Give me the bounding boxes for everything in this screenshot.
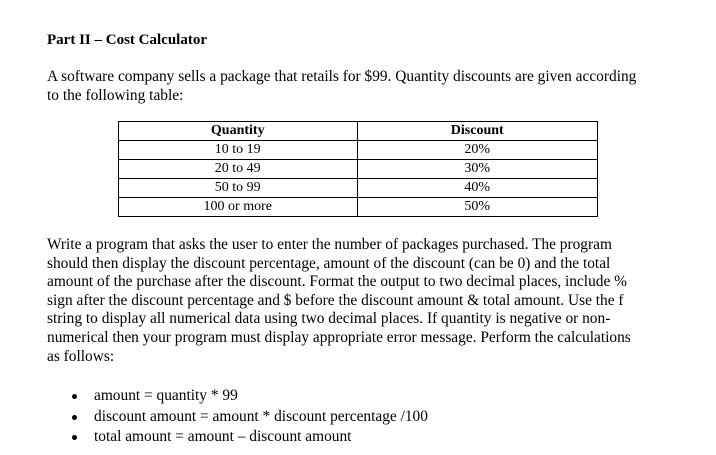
quantity-cell: 100 or more <box>119 198 358 217</box>
intro-line: to the following table: <box>47 86 184 104</box>
discount-cell: 40% <box>357 179 598 198</box>
section-heading: Part II – Cost Calculator <box>47 32 207 48</box>
formula-item <box>70 407 428 428</box>
instructions-line: string to display all numerical data using two decimal places. If quantity is negative or non- <box>47 310 611 328</box>
discount-table <box>118 121 598 217</box>
quantity-cell: 10 to 19 <box>119 141 358 160</box>
bullet-icon <box>72 394 77 399</box>
instructions-paragraph <box>47 236 687 366</box>
instructions-line: as follows: <box>47 347 115 365</box>
table-row <box>119 160 598 179</box>
table-header-row <box>119 122 598 141</box>
formula-text: amount = quantity * 99 <box>94 387 238 404</box>
formula-item <box>70 427 428 448</box>
table-row <box>119 141 598 160</box>
intro-paragraph <box>47 68 677 105</box>
formula-list <box>70 386 428 448</box>
discount-cell: 20% <box>357 141 598 160</box>
formula-text: total amount = amount – discount amount <box>94 428 352 445</box>
table-row <box>119 179 598 198</box>
quantity-cell: 50 to 99 <box>119 179 358 198</box>
table-row <box>119 198 598 217</box>
quantity-cell: 20 to 49 <box>119 160 358 179</box>
instructions-line: Write a program that asks the user to enter the number of packages purchased. The program <box>47 236 612 253</box>
bullet-icon <box>72 435 77 440</box>
discount-column-header: Discount <box>357 122 598 141</box>
formula-item <box>70 386 428 407</box>
instructions-line: numerical then your program must display appropriate error message. Perform the calculations <box>47 328 631 346</box>
intro-line: A software company sells a package that retails for $99. Quantity discounts are given according <box>47 68 637 85</box>
discount-cell: 50% <box>357 198 598 217</box>
bullet-icon <box>72 415 77 420</box>
discount-cell: 30% <box>357 160 598 179</box>
instructions-line: sign after the discount percentage and $ before the discount amount & total amount. Use the f <box>47 291 624 309</box>
quantity-column-header: Quantity <box>119 122 358 141</box>
instructions-line: amount of the purchase after the discount. Format the output to two decimal places, include % <box>47 273 627 291</box>
formula-text: discount amount = amount * discount percentage /100 <box>94 407 428 425</box>
instructions-line: should then display the discount percentage, amount of the discount (can be 0) and the total <box>47 254 611 272</box>
